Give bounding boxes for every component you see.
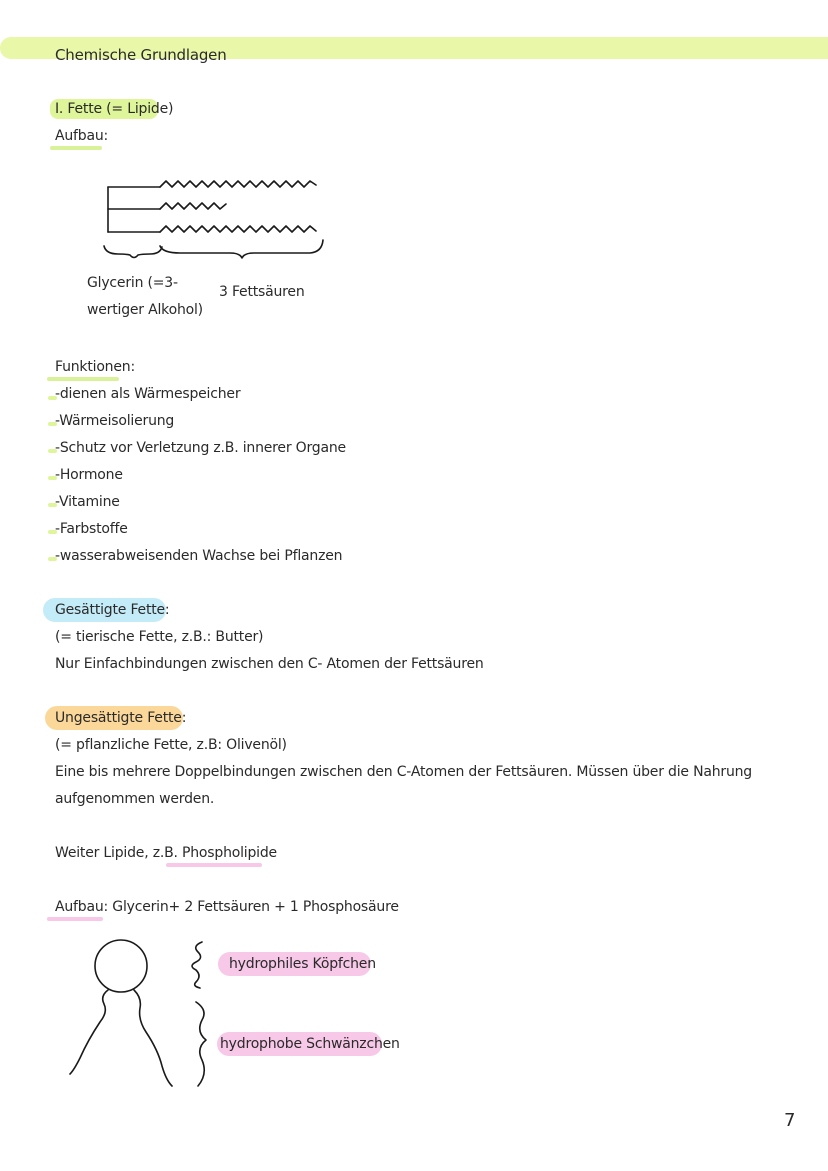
funktionen-heading: Funktionen: xyxy=(55,359,135,375)
list-item: -Schutz vor Verletzung z.B. innerer Organe xyxy=(55,440,346,456)
aufbau-label: Aufbau: xyxy=(55,128,109,144)
ungesaettigte-heading: Ungesättigte Fette: xyxy=(55,710,187,726)
hydrophil-label: hydrophiles Köpfchen xyxy=(229,956,376,972)
ungesaettigte-line3: aufgenommen werden. xyxy=(55,791,215,807)
ungesaettigte-line1: (= pflanzliche Fette, z.B: Olivenöl) xyxy=(55,737,287,753)
page-title: Chemische Grundlagen xyxy=(55,46,227,64)
ungesaettigte-line2: Eine bis mehrere Doppelbindungen zwischen den C-Atomen der Fettsäuren. Müssen über die Nahrung xyxy=(55,764,752,780)
list-item: -Farbstoffe xyxy=(55,521,128,537)
gesaettigte-heading: Gesättigte Fette: xyxy=(55,602,170,618)
phospholipid-aufbau-text: Glycerin+ 2 Fettsäuren + 1 Phosphosäure xyxy=(108,899,399,915)
list-item: -dienen als Wärmespeicher xyxy=(55,386,241,402)
weitere-lipide-prefix: Weiter Lipide, z.B. xyxy=(55,845,183,861)
section-heading-fette: I. Fette (= Lipide) xyxy=(55,101,174,117)
page-number: 7 xyxy=(784,1110,796,1131)
list-item: -wasserabweisenden Wachse bei Pflanzen xyxy=(55,548,343,564)
hydrophob-label: hydrophobe Schwänzchen xyxy=(220,1036,400,1052)
list-item: -Vitamine xyxy=(55,494,120,510)
gesaettigte-line2: Nur Einfachbindungen zwischen den C- Atomen der Fettsäuren xyxy=(55,656,484,672)
phospholipide-term: Phospholipide xyxy=(182,845,277,861)
list-item: -Wärmeisolierung xyxy=(55,413,175,429)
phospholipid-aufbau-label: Aufbau: xyxy=(55,899,109,915)
glycerin-label-line1: Glycerin (=3- xyxy=(87,275,178,291)
list-item: -Hormone xyxy=(55,467,123,483)
glycerin-label-line2: wertiger Alkohol) xyxy=(87,302,203,318)
gesaettigte-line1: (= tierische Fette, z.B.: Butter) xyxy=(55,629,264,645)
fettsaeuren-label: 3 Fettsäuren xyxy=(219,284,305,300)
